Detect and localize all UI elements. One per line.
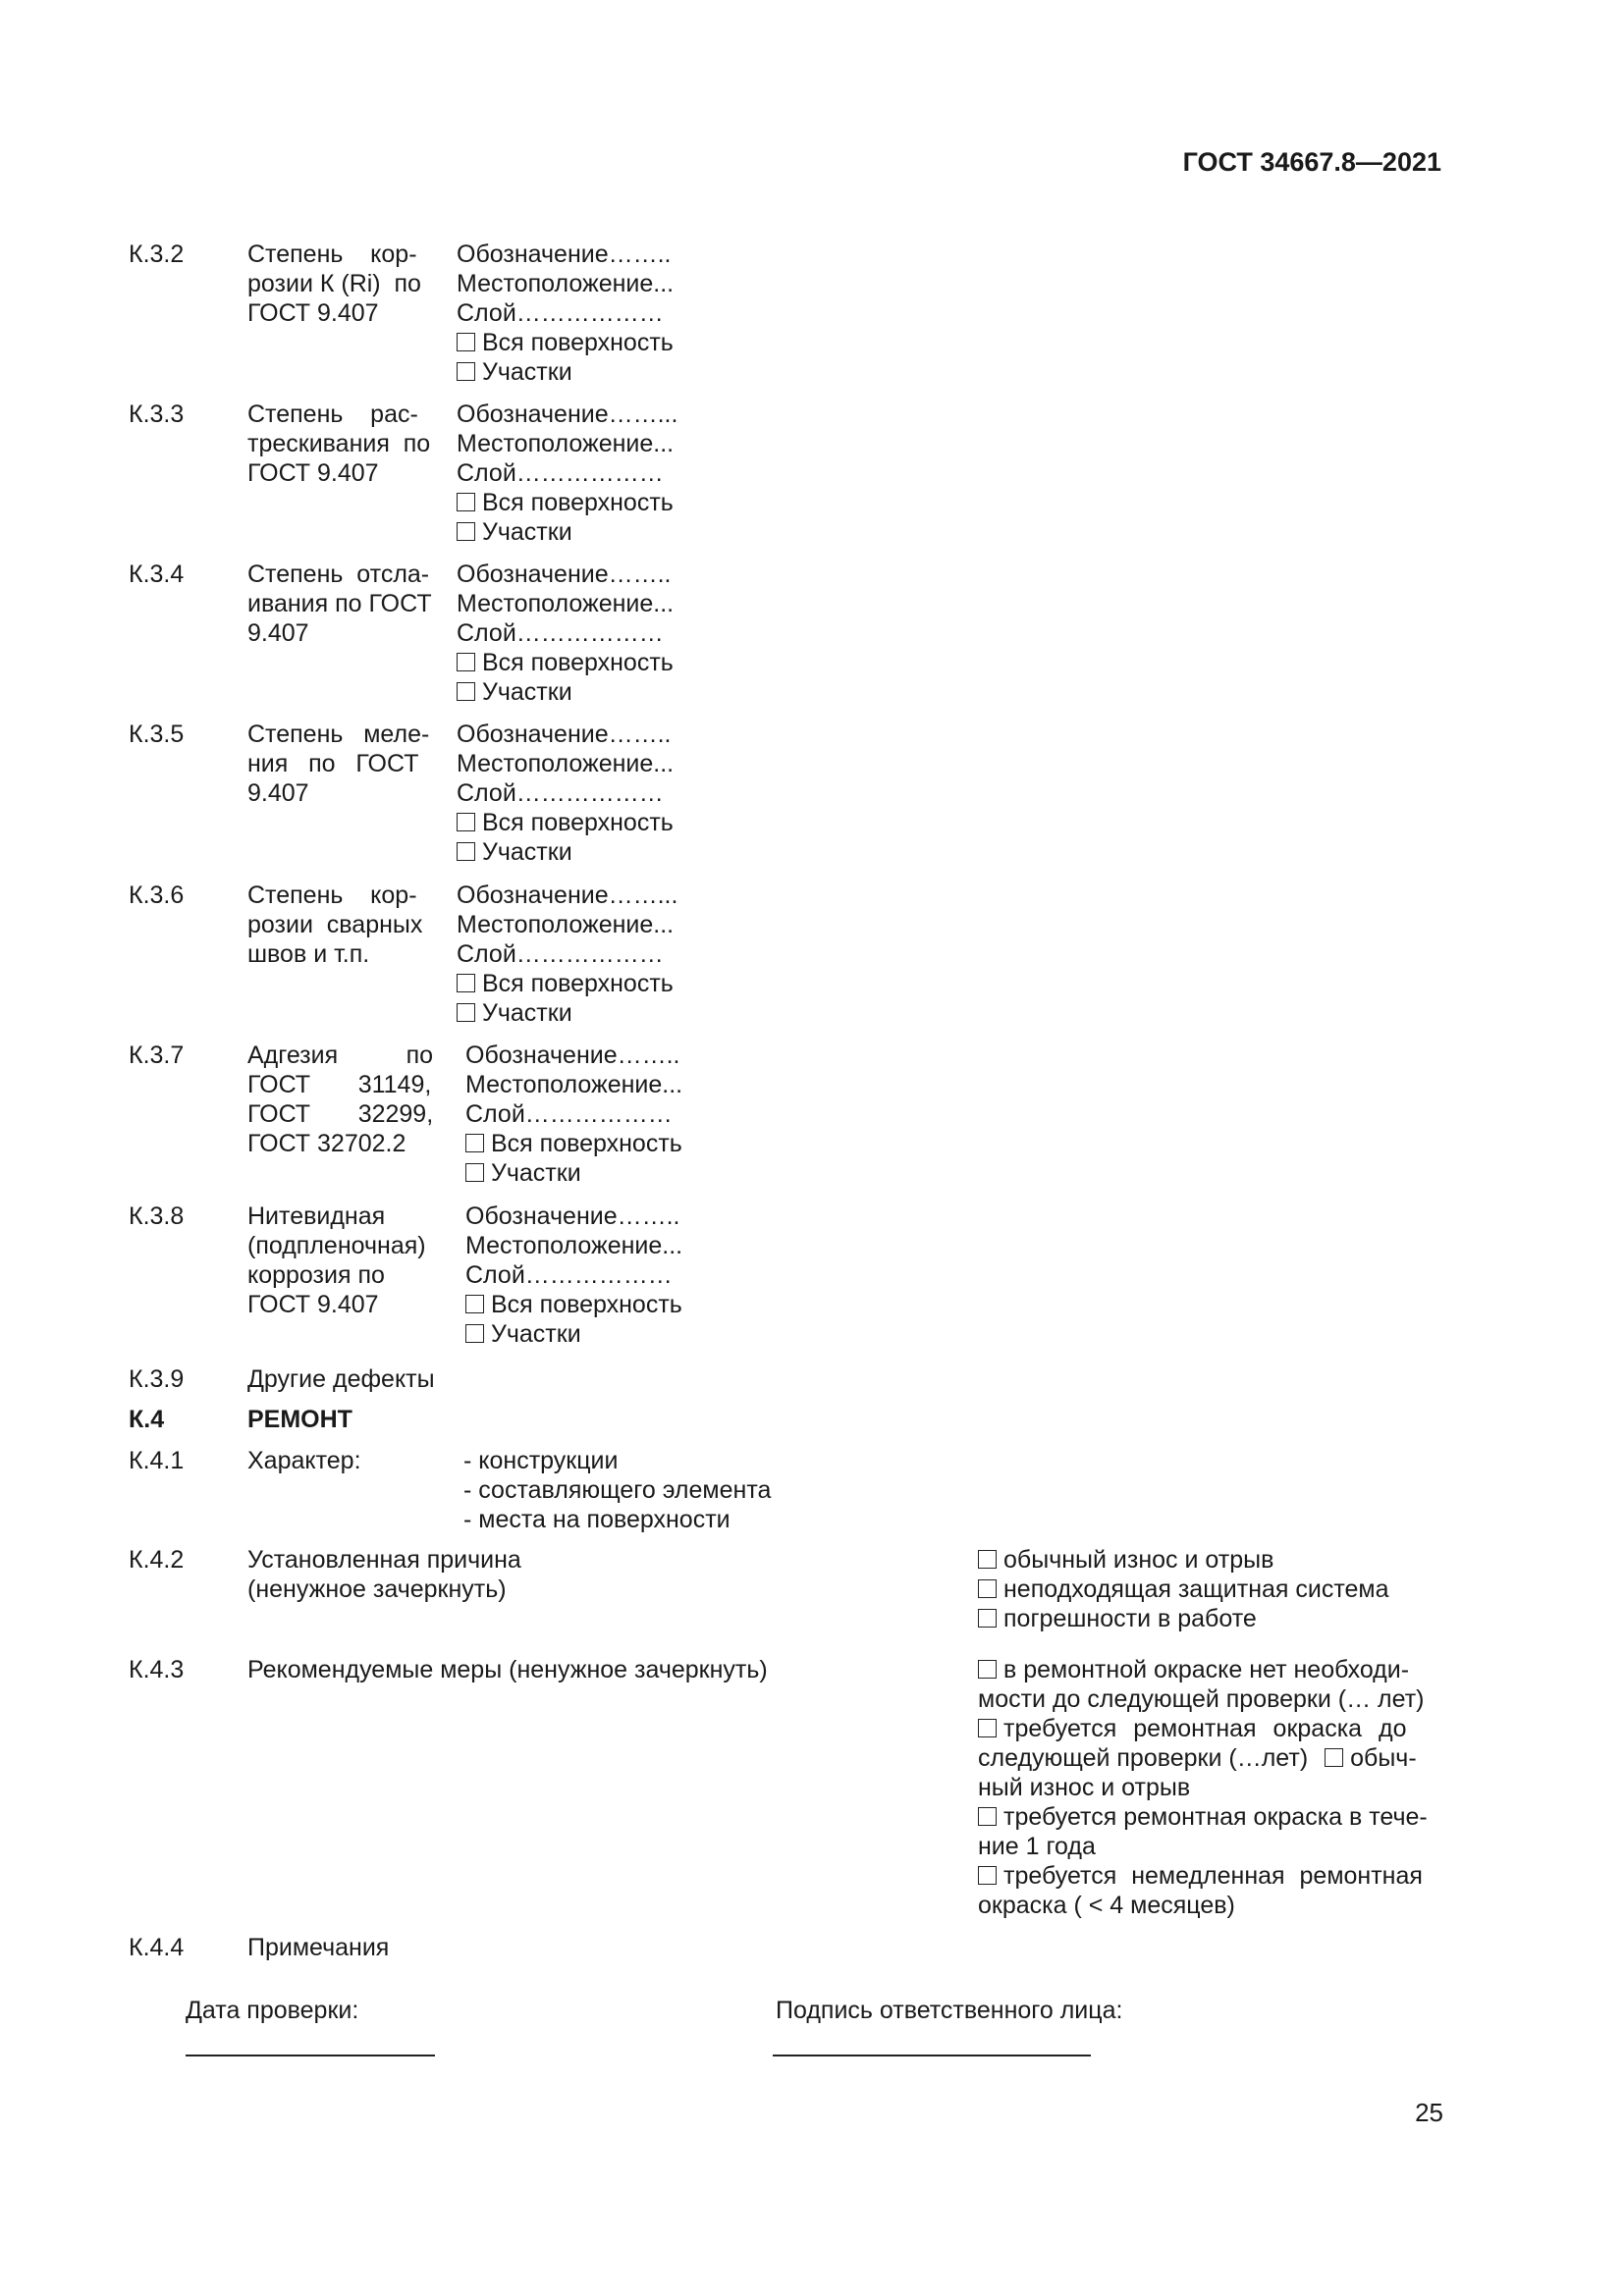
item-label xyxy=(247,1201,442,1319)
measurement-fields xyxy=(457,400,677,547)
layer-field[interactable]: Слой……………… xyxy=(457,940,664,968)
item-label: Рекомендуемые меры (ненужное зачеркнуть) xyxy=(247,1656,768,1683)
checkbox-icon[interactable] xyxy=(465,1295,484,1313)
item-label xyxy=(247,560,434,648)
checkbox-icon[interactable] xyxy=(978,1550,997,1569)
label-line: Адгезия по xyxy=(247,1041,434,1069)
nature-option: - составляющего элемента xyxy=(463,1476,772,1504)
measure-line: ный износ и отрыв xyxy=(978,1774,1191,1801)
location-field[interactable]: Местоположение... xyxy=(457,750,675,777)
measurement-fields xyxy=(465,1041,682,1188)
checkbox-icon[interactable] xyxy=(978,1866,997,1885)
label-line: ГОСТ 9.407 xyxy=(247,459,379,487)
checkbox-icon[interactable] xyxy=(978,1807,997,1826)
measure-line: ние 1 года xyxy=(978,1833,1096,1860)
all-surface-option[interactable]: Вся поверхность xyxy=(457,328,674,357)
designation-field[interactable]: Обозначение…….. xyxy=(457,721,672,748)
label-line: розии сварных xyxy=(247,911,423,938)
item-number: К.4.4 xyxy=(129,1934,185,1961)
item-label xyxy=(247,240,434,328)
all-surface-option[interactable]: Вся поверхность xyxy=(457,808,674,837)
item-number: К.3.2 xyxy=(129,240,185,268)
checkbox-icon[interactable] xyxy=(465,1324,484,1343)
label-line: Нитевидная xyxy=(247,1202,386,1230)
item-number: К.3.3 xyxy=(129,400,185,428)
item-number: К.3.5 xyxy=(129,721,185,748)
areas-option[interactable]: Участки xyxy=(457,517,677,547)
item-number: К.4.3 xyxy=(129,1656,185,1683)
areas-option[interactable]: Участки xyxy=(465,1319,682,1349)
label-line: ГОСТ 31149, xyxy=(247,1071,432,1098)
measurement-fields xyxy=(457,240,674,387)
label-line: Степень кор- xyxy=(247,240,417,268)
label-line: ГОСТ 9.407 xyxy=(247,299,379,327)
checkbox-icon[interactable] xyxy=(457,522,475,541)
layer-field[interactable]: Слой……………… xyxy=(457,779,664,807)
nature-option: - конструкции xyxy=(463,1447,619,1474)
location-field[interactable]: Местоположение... xyxy=(465,1071,683,1098)
all-surface-option[interactable]: Вся поверхность xyxy=(457,488,677,517)
checkbox-icon[interactable] xyxy=(457,842,475,861)
item-number: К.4.1 xyxy=(129,1447,185,1474)
label-line: Степень кор- xyxy=(247,881,417,909)
item-number: К.3.8 xyxy=(129,1202,185,1230)
measurement-fields xyxy=(465,1201,682,1349)
designation-field[interactable]: Обозначение…….. xyxy=(465,1202,680,1230)
checkbox-icon[interactable] xyxy=(465,1163,484,1182)
location-field[interactable]: Местоположение... xyxy=(457,430,675,457)
areas-option[interactable]: Участки xyxy=(465,1158,682,1188)
areas-option[interactable]: Участки xyxy=(457,677,674,707)
item-number: К.3.4 xyxy=(129,561,185,588)
nature-options xyxy=(463,1446,771,1534)
label-line: (подпленочная) xyxy=(247,1232,426,1259)
layer-field[interactable]: Слой……………… xyxy=(457,459,664,487)
measurement-fields xyxy=(457,881,677,1028)
label-line: (ненужное зачеркнуть) xyxy=(247,1575,507,1603)
checkbox-icon[interactable] xyxy=(978,1609,997,1628)
checkbox-icon[interactable] xyxy=(457,653,475,671)
checkbox-icon[interactable] xyxy=(457,362,475,381)
location-field[interactable]: Местоположение... xyxy=(457,911,675,938)
layer-field[interactable]: Слой……………… xyxy=(457,299,664,327)
item-label xyxy=(247,720,434,808)
layer-field[interactable]: Слой……………… xyxy=(465,1261,673,1289)
item-label: Примечания xyxy=(247,1934,390,1961)
item-number: К.3.9 xyxy=(129,1365,185,1393)
signature-line[interactable] xyxy=(773,2055,1091,2056)
designation-field[interactable]: Обозначение……... xyxy=(457,400,678,428)
cause-option[interactable]: неподходящая защитная система xyxy=(978,1575,1389,1604)
layer-field[interactable]: Слой……………… xyxy=(465,1100,673,1128)
item-label: Характер: xyxy=(247,1447,361,1474)
checkbox-icon[interactable] xyxy=(978,1579,997,1598)
measure-line[interactable]: требуется ремонтная окраска до xyxy=(978,1714,1432,1743)
item-label xyxy=(247,1041,442,1158)
measure-line[interactable]: требуется ремонтная окраска в тече- xyxy=(978,1802,1432,1832)
checkbox-icon[interactable] xyxy=(457,493,475,511)
section-title: РЕМОНТ xyxy=(247,1406,352,1433)
label-line: 9.407 xyxy=(247,619,309,647)
label-line: швов и т.п. xyxy=(247,940,370,968)
cause-option[interactable]: погрешности в работе xyxy=(978,1604,1389,1633)
checkbox-icon[interactable] xyxy=(457,682,475,701)
areas-option[interactable]: Участки xyxy=(457,357,674,387)
item-label: Другие дефекты xyxy=(247,1365,435,1393)
label-line: 9.407 xyxy=(247,779,309,807)
label-line: Степень меле- xyxy=(247,721,430,748)
item-number: К.3.7 xyxy=(129,1041,185,1069)
document-header: ГОСТ 34667.8—2021 xyxy=(1182,147,1441,177)
page-number: 25 xyxy=(1415,2098,1443,2127)
item-label xyxy=(247,400,434,488)
label-line: ния по ГОСТ xyxy=(247,750,419,777)
measure-line: окраска ( < 4 месяцев) xyxy=(978,1892,1235,1919)
designation-field[interactable]: Обозначение…….. xyxy=(465,1041,680,1069)
measures-options xyxy=(978,1655,1432,1920)
checkbox-icon[interactable] xyxy=(1325,1748,1343,1767)
checkbox-icon[interactable] xyxy=(978,1660,997,1679)
label-line: Степень отсла- xyxy=(247,561,430,588)
measure-line[interactable]: в ремонтной окраске нет необходи- xyxy=(978,1655,1432,1684)
checkbox-icon[interactable] xyxy=(465,1134,484,1152)
location-field[interactable]: Местоположение... xyxy=(457,590,675,617)
checkbox-icon[interactable] xyxy=(457,813,475,831)
all-surface-option[interactable]: Вся поверхность xyxy=(457,969,677,998)
location-field[interactable]: Местоположение... xyxy=(465,1232,683,1259)
areas-option[interactable]: Участки xyxy=(457,837,674,867)
measurement-fields xyxy=(457,720,674,867)
measure-line: мости до следующей проверки (… лет) xyxy=(978,1685,1425,1713)
signature-label: Подпись ответственного лица: xyxy=(776,1997,1123,2024)
cause-option[interactable]: обычный износ и отрыв xyxy=(978,1545,1389,1575)
label-line: коррозия по xyxy=(247,1261,385,1289)
checkbox-icon[interactable] xyxy=(978,1719,997,1737)
cause-options xyxy=(978,1545,1389,1633)
item-label xyxy=(247,881,434,969)
date-label: Дата проверки: xyxy=(186,1997,359,2024)
measure-line[interactable]: требуется немедленная ремонтная xyxy=(978,1861,1432,1891)
nature-option: - места на поверхности xyxy=(463,1506,731,1533)
areas-option[interactable]: Участки xyxy=(457,998,677,1028)
label-line: ивания по ГОСТ xyxy=(247,590,432,617)
item-number: К.4.2 xyxy=(129,1546,185,1574)
label-line: трескивания по xyxy=(247,430,431,457)
label-line: розии К (Ri) по xyxy=(247,270,421,297)
all-surface-option[interactable]: Вся поверхность xyxy=(457,648,674,677)
designation-field[interactable]: Обозначение…….. xyxy=(457,240,672,268)
all-surface-option[interactable]: Вся поверхность xyxy=(465,1129,682,1158)
checkbox-icon[interactable] xyxy=(457,1003,475,1022)
label-line: Степень рас- xyxy=(247,400,418,428)
checkbox-icon[interactable] xyxy=(457,974,475,992)
date-line[interactable] xyxy=(186,2055,435,2056)
measure-line: следующей проверки (…лет) обыч- xyxy=(978,1744,1417,1772)
designation-field[interactable]: Обозначение…….. xyxy=(457,561,672,588)
label-line: ГОСТ 9.407 xyxy=(247,1291,379,1318)
label-line: Установленная причина xyxy=(247,1546,521,1574)
item-number: К.3.6 xyxy=(129,881,185,909)
location-field[interactable]: Местоположение... xyxy=(457,270,675,297)
label-line: ГОСТ 32299, xyxy=(247,1100,434,1128)
item-label xyxy=(247,1545,521,1604)
label-line: ГОСТ 32702.2 xyxy=(247,1130,406,1157)
designation-field[interactable]: Обозначение……... xyxy=(457,881,678,909)
all-surface-option[interactable]: Вся поверхность xyxy=(465,1290,682,1319)
layer-field[interactable]: Слой……………… xyxy=(457,619,664,647)
section-number: К.4 xyxy=(129,1406,165,1433)
checkbox-icon[interactable] xyxy=(457,333,475,351)
measurement-fields xyxy=(457,560,674,707)
